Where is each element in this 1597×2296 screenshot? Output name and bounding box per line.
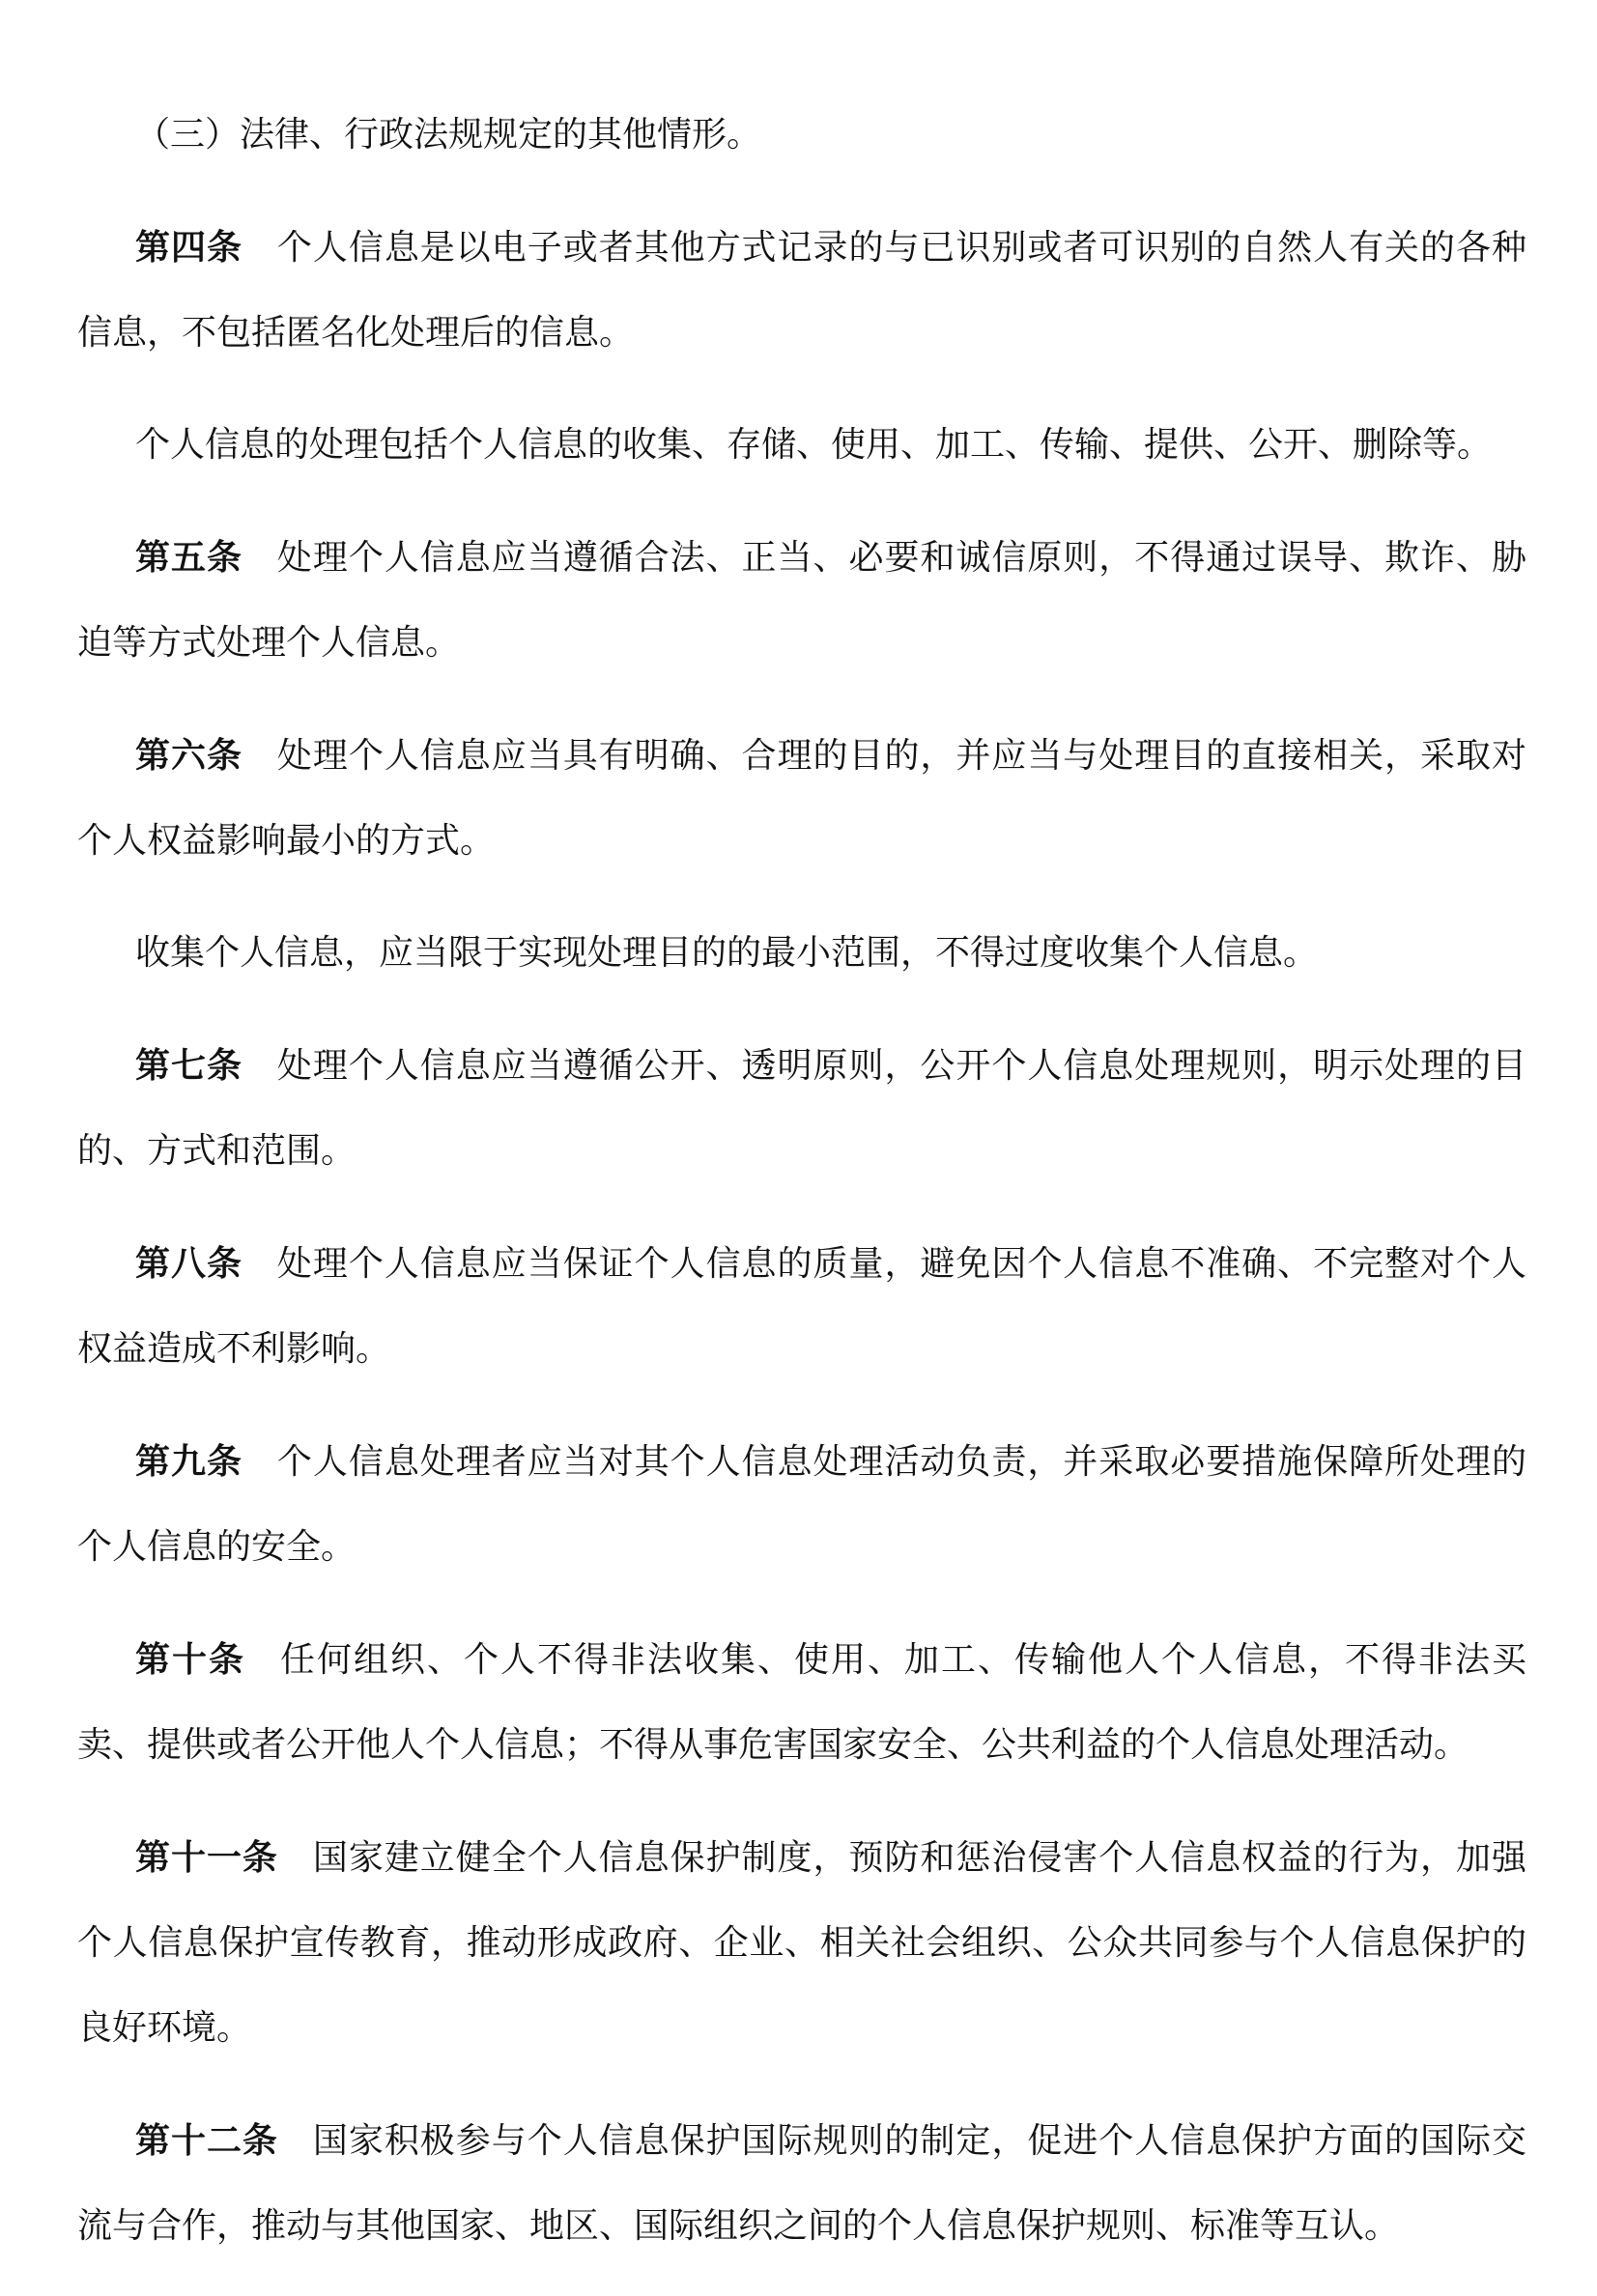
paragraph-text: 收集个人信息，应当限于实现处理目的的最小范围，不得过度收集个人信息。 [135, 933, 1319, 973]
article-text: 任何组织、个人不得非法收集、使用、加工、传输他人个人信息，不得非法买卖、提供或者公开他人个人信息；不得从事危害国家安全、公共利益的个人信息处理活动。 [77, 1640, 1526, 1765]
paragraph-item-3 [77, 93, 1526, 178]
article-number: 第九条 [135, 1441, 242, 1482]
article-text: 处理个人信息应当具有明确、合理的目的，并应当与处理目的直接相关，采取对个人权益影响最小的方式。 [77, 736, 1526, 861]
article-number: 第十二条 [135, 2120, 278, 2161]
article-number: 第五条 [135, 537, 242, 578]
article-12 [77, 2098, 1526, 2269]
article-number: 第七条 [135, 1045, 242, 1086]
article-number: 第四条 [135, 227, 242, 268]
article-number: 第八条 [135, 1243, 242, 1284]
article-number: 第十一条 [135, 1837, 278, 1878]
article-11 [77, 1815, 1526, 2071]
article-9 [77, 1419, 1526, 1590]
article-4 [77, 205, 1526, 376]
article-number: 第六条 [135, 735, 242, 776]
article-text: 国家建立健全个人信息保护制度，预防和惩治侵害个人信息权益的行为，加强个人信息保护宣传教育，推动形成政府、企业、相关社会组织、公众共同参与个人信息保护的良好环境。 [77, 1838, 1526, 2048]
article-7 [77, 1023, 1526, 1194]
paragraph-text: 个人信息的处理包括个人信息的收集、存储、使用、加工、传输、提供、公开、删除等。 [135, 425, 1493, 465]
article-text: 个人信息处理者应当对其个人信息处理活动负责，并采取必要措施保障所处理的个人信息的安全。 [77, 1442, 1526, 1567]
article-6-paragraph-2 [77, 911, 1526, 996]
article-10 [77, 1617, 1526, 1788]
article-text: 个人信息是以电子或者其他方式记录的与已识别或者可识别的自然人有关的各种信息，不包括匿名化处理后的信息。 [77, 228, 1526, 353]
article-5 [77, 515, 1526, 686]
article-6 [77, 713, 1526, 884]
article-text: 处理个人信息应当遵循公开、透明原则，公开个人信息处理规则，明示处理的目的、方式和范围。 [77, 1046, 1526, 1171]
article-8 [77, 1221, 1526, 1392]
article-text: 处理个人信息应当遵循合法、正当、必要和诚信原则，不得通过误导、欺诈、胁迫等方式处理个人信息。 [77, 538, 1526, 663]
paragraph-text: （三）法律、行政法规规定的其他情形。 [135, 115, 762, 155]
article-text: 国家积极参与个人信息保护国际规则的制定，促进个人信息保护方面的国际交流与合作，推动与其他国家、地区、国际组织之间的个人信息保护规则、标准等互认。 [77, 2121, 1526, 2246]
document-page [77, 93, 1526, 2296]
article-text: 处理个人信息应当保证个人信息的质量，避免因个人信息不准确、不完整对个人权益造成不利影响。 [77, 1244, 1526, 1369]
article-4-paragraph-2 [77, 403, 1526, 488]
article-number: 第十条 [135, 1639, 245, 1680]
